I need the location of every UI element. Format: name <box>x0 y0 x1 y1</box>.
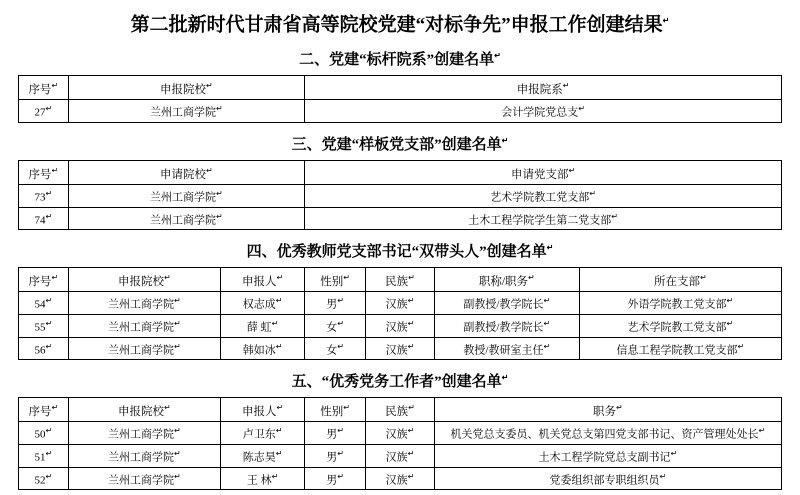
paragraph-mark-icon: ↵ <box>337 471 344 481</box>
paragraph-mark-icon: ↵ <box>407 471 415 481</box>
paragraph-mark-icon: ↵ <box>45 188 53 198</box>
table-row <box>19 422 782 445</box>
cell-person: 韩如冰↵ <box>221 337 305 360</box>
table-section-5 <box>18 397 782 490</box>
cell-school: 兰州工商学院↵ <box>68 184 305 207</box>
cell-index: 50↵ <box>19 422 69 445</box>
paragraph-mark-icon: ↵ <box>276 272 284 282</box>
paragraph-mark-icon: ↵ <box>45 318 53 328</box>
paragraph-mark-icon: ↵ <box>174 426 181 436</box>
cell-duty: 土木工程学院党总支副书记↵ <box>434 444 781 467</box>
paragraph-mark-icon: ↵ <box>51 80 59 90</box>
paragraph-mark-icon: ↵ <box>343 272 350 282</box>
paragraph-mark-icon: ↵ <box>271 318 279 328</box>
cell-branch: 艺术学院教工党支部↵ <box>579 314 781 337</box>
cell-person: 卢卫东↵ <box>221 422 305 445</box>
cell-duty: 党委组织部专职组织员↵ <box>434 467 781 490</box>
paragraph-mark-icon: ↵ <box>408 272 415 282</box>
table-header-row <box>19 76 782 100</box>
column-header: 申报院系↵ <box>305 76 782 100</box>
paragraph-mark-icon: ↵ <box>45 341 53 351</box>
cell-index: 54↵ <box>19 292 69 315</box>
paragraph-mark-icon: ↵ <box>343 402 350 412</box>
paragraph-mark-icon: ↵ <box>45 296 53 306</box>
table-header-row <box>19 160 782 184</box>
cell-school: 兰州工商学院↵ <box>68 292 221 315</box>
cell-ethnicity: 汉族↵ <box>366 467 435 490</box>
cell-ethnicity: 汉族↵ <box>366 292 435 315</box>
section-title-3: 三、党建“样板党支部”创建名单↵ <box>291 135 509 153</box>
cell-gender: 男↵ <box>305 422 366 445</box>
column-header: 申报人↵ <box>221 398 305 422</box>
paragraph-mark-icon: ↵ <box>494 51 501 61</box>
paragraph-mark-icon: ↵ <box>659 471 667 481</box>
cell-person: 陈志昊↵ <box>221 444 305 467</box>
paragraph-mark-icon: ↵ <box>543 341 551 351</box>
cell-index: 73↵ <box>19 184 69 207</box>
cell-gender: 男↵ <box>305 467 366 490</box>
paragraph-mark-icon: ↵ <box>164 402 171 412</box>
cell-ethnicity: 汉族↵ <box>366 444 435 467</box>
column-header: 申请院校↵ <box>68 160 305 184</box>
paragraph-mark-icon: ↵ <box>275 426 283 436</box>
paragraph-mark-icon: ↵ <box>45 448 53 458</box>
paragraph-mark-icon: ↵ <box>407 318 415 328</box>
paragraph-mark-icon: ↵ <box>670 448 678 458</box>
column-header: 职务↵ <box>434 398 781 422</box>
paragraph-mark-icon: ↵ <box>174 471 181 481</box>
paragraph-mark-icon: ↵ <box>216 188 223 198</box>
paragraph-mark-icon: ↵ <box>589 188 596 198</box>
cell-school: 兰州工商学院↵ <box>68 422 221 445</box>
column-header: 序号↵ <box>19 76 69 100</box>
paragraph-mark-icon: ↵ <box>562 80 570 90</box>
cell-school: 兰州工商学院↵ <box>68 337 221 360</box>
paragraph-mark-icon: ↵ <box>276 402 284 412</box>
cell-person: 薛 虹↵ <box>221 314 305 337</box>
paragraph-mark-icon: ↵ <box>271 471 279 481</box>
cell-index: 27↵ <box>19 100 69 123</box>
cell-title: 教授/教研室主任↵ <box>434 337 579 360</box>
paragraph-mark-icon: ↵ <box>407 448 415 458</box>
paragraph-mark-icon: ↵ <box>407 341 415 351</box>
cell-gender: 男↵ <box>305 444 366 467</box>
paragraph-mark-icon: ↵ <box>174 318 181 328</box>
paragraph-mark-icon: ↵ <box>206 165 213 175</box>
paragraph-mark-icon: ↵ <box>51 272 59 282</box>
paragraph-mark-icon: ↵ <box>726 296 734 306</box>
paragraph-mark-icon: ↵ <box>501 135 509 145</box>
table-row <box>19 207 782 230</box>
column-header: 序号↵ <box>19 398 69 422</box>
paragraph-mark-icon: ↵ <box>174 296 181 306</box>
cell-branch: 信息工程学院教工党支部↵ <box>579 337 781 360</box>
cell-title: 副教授/教学院长↵ <box>434 292 579 315</box>
paragraph-mark-icon: ↵ <box>275 341 283 351</box>
paragraph-mark-icon: ↵ <box>407 426 415 436</box>
cell-index: 52↵ <box>19 467 69 490</box>
cell-index: 74↵ <box>19 207 69 230</box>
cell-branch: 艺术学院教工党支部↵ <box>305 184 782 207</box>
paragraph-mark-icon: ↵ <box>726 318 734 328</box>
cell-department: 会计学院党总支↵ <box>305 100 782 123</box>
cell-person: 权志成↵ <box>221 292 305 315</box>
paragraph-mark-icon: ↵ <box>616 402 623 412</box>
paragraph-mark-icon: ↵ <box>543 318 551 328</box>
paragraph-mark-icon: ↵ <box>528 272 535 282</box>
column-header: 所在支部↵ <box>579 268 781 292</box>
column-header: 申请党支部↵ <box>305 160 782 184</box>
paragraph-mark-icon: ↵ <box>337 426 344 436</box>
cell-ethnicity: 汉族↵ <box>366 337 435 360</box>
column-header: 性别↵ <box>305 398 366 422</box>
table-section-4 <box>18 267 782 360</box>
cell-school: 兰州工商学院↵ <box>68 207 305 230</box>
paragraph-mark-icon: ↵ <box>662 16 670 25</box>
paragraph-mark-icon: ↵ <box>275 296 283 306</box>
table-row <box>19 444 782 467</box>
paragraph-mark-icon: ↵ <box>700 272 707 282</box>
paragraph-mark-icon: ↵ <box>337 296 344 306</box>
table-row <box>19 184 782 207</box>
column-header: 民族↵ <box>366 268 435 292</box>
page-title <box>18 8 782 38</box>
table-header-row <box>19 398 782 422</box>
column-header: 序号↵ <box>19 268 69 292</box>
table-row <box>19 292 782 315</box>
cell-index: 56↵ <box>19 337 69 360</box>
column-header: 申报人↵ <box>221 268 305 292</box>
cell-school: 兰州工商学院↵ <box>68 314 221 337</box>
section-title-2: 二、党建“标杆院系”创建名单↵ <box>299 51 501 69</box>
paragraph-mark-icon: ↵ <box>45 104 53 114</box>
paragraph-mark-icon: ↵ <box>216 104 223 114</box>
table-section-3 <box>18 160 782 230</box>
paragraph-mark-icon: ↵ <box>737 341 745 351</box>
paragraph-mark-icon: ↵ <box>164 272 171 282</box>
table-section-2 <box>18 75 782 123</box>
table-row <box>19 337 782 360</box>
paragraph-mark-icon: ↵ <box>51 402 59 412</box>
column-header: 性别↵ <box>305 268 366 292</box>
column-header: 民族↵ <box>366 398 435 422</box>
paragraph-mark-icon: ↵ <box>51 165 59 175</box>
column-header: 序号↵ <box>19 160 69 184</box>
cell-title: 副教授/教学院长↵ <box>434 314 579 337</box>
column-header: 申报院校↵ <box>68 76 305 100</box>
cell-index: 55↵ <box>19 314 69 337</box>
cell-ethnicity: 汉族↵ <box>366 422 435 445</box>
cell-gender: 女↵ <box>305 314 366 337</box>
paragraph-mark-icon: ↵ <box>206 80 213 90</box>
table-row <box>19 314 782 337</box>
cell-branch: 土木工程学院学生第二党支部↵ <box>305 207 782 230</box>
paragraph-mark-icon: ↵ <box>45 211 53 221</box>
column-header: 申报院校↵ <box>68 268 221 292</box>
paragraph-mark-icon: ↵ <box>611 211 618 221</box>
paragraph-mark-icon: ↵ <box>408 402 415 412</box>
cell-school: 兰州工商学院↵ <box>68 467 221 490</box>
paragraph-mark-icon: ↵ <box>543 296 551 306</box>
cell-school: 兰州工商学院↵ <box>68 100 305 123</box>
cell-duty: 机关党总支委员、机关党总支第四党支部书记、资产管理处处长↵ <box>434 422 781 445</box>
cell-index: 51↵ <box>19 444 69 467</box>
section-title-5: 五、“优秀党务工作者”创建名单↵ <box>291 373 509 391</box>
paragraph-mark-icon: ↵ <box>337 448 344 458</box>
cell-school: 兰州工商学院↵ <box>68 444 221 467</box>
paragraph-mark-icon: ↵ <box>45 471 53 481</box>
cell-person: 王 林↵ <box>221 467 305 490</box>
column-header: 职称/职务↵ <box>434 268 579 292</box>
cell-gender: 女↵ <box>305 337 366 360</box>
paragraph-mark-icon: ↵ <box>501 373 509 383</box>
cell-branch: 外语学院教工党支部↵ <box>579 292 781 315</box>
section-title-4: 四、优秀教师党支部书记“双带头人”创建名单↵ <box>246 243 554 261</box>
paragraph-mark-icon: ↵ <box>568 165 576 175</box>
paragraph-mark-icon: ↵ <box>45 426 53 436</box>
table-row <box>19 467 782 490</box>
paragraph-mark-icon: ↵ <box>407 296 415 306</box>
table-row <box>19 100 782 123</box>
table-header-row <box>19 268 782 292</box>
cell-gender: 男↵ <box>305 292 366 315</box>
page-title-text: 第二批新时代甘肃省高等院校党建“对标争先”申报工作创建结果 <box>130 14 663 36</box>
paragraph-mark-icon: ↵ <box>275 448 283 458</box>
paragraph-mark-icon: ↵ <box>174 341 181 351</box>
column-header: 申报院校↵ <box>68 398 221 422</box>
cell-ethnicity: 汉族↵ <box>366 314 435 337</box>
paragraph-mark-icon: ↵ <box>758 426 766 436</box>
paragraph-mark-icon: ↵ <box>546 243 554 253</box>
paragraph-mark-icon: ↵ <box>337 318 344 328</box>
paragraph-mark-icon: ↵ <box>578 104 585 114</box>
paragraph-mark-icon: ↵ <box>216 211 223 221</box>
paragraph-mark-icon: ↵ <box>337 341 344 351</box>
paragraph-mark-icon: ↵ <box>174 448 181 458</box>
